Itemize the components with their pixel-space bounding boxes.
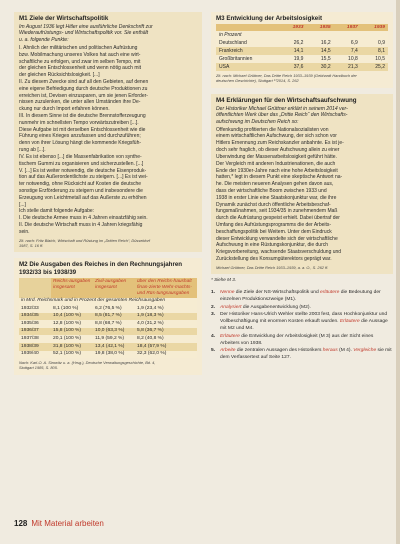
task-item: [211, 290, 393, 304]
m4-line: fungsmaßnahmen, seit 1934/35 in zunehmendem Maß: [216, 208, 338, 215]
task-operator: Erläutere: [220, 333, 240, 339]
m1-line: bzw. Mobilmachung unseres Volkes hat auch eine wirt-: [19, 51, 141, 58]
m2-table-row: [19, 328, 197, 336]
m4-line: Umfang des Aufrüstungsprogramms die der Arbeits-: [216, 222, 332, 229]
m4-line: beschaffungspolitik bei Weitem. Unter dem Eindruck: [216, 228, 332, 235]
m1-line: sonstige Erzförderung zu steigern und insbesondere die: [19, 187, 143, 194]
m1-line: Ich stelle damit folgende Aufgabe:: [19, 208, 95, 215]
task-operator: erläutere: [320, 290, 340, 296]
m3-unit: in Prozent: [216, 31, 388, 39]
m2-year-cell: 1937/38: [19, 335, 51, 343]
m2-value-cell: 8,1 (100 %): [51, 305, 93, 313]
m4-line: Überwindung der Massenarbeitslosigkeit geführt hätte.: [216, 153, 337, 160]
m2-value-cell: 1,9 (18,3 %): [135, 313, 197, 321]
task-list: [211, 290, 393, 362]
m4-line: dass der wirtschaftliche Boom zwischen 1933 und: [216, 187, 327, 194]
m3-value-cell: 25,2: [361, 63, 388, 71]
task-number: 1.: [211, 290, 216, 296]
m3-country-cell: Frankreich: [216, 47, 279, 55]
m4-line: einem wirtschaftlichen Aufschwung, der sich schon vor: [216, 133, 337, 140]
m2-value-cell: 8,2 (40,8 %): [135, 335, 197, 343]
m2-table-row: [19, 351, 197, 359]
m1-line: ter notwendig, ohne Rücksicht auf Kosten die deutsche: [19, 181, 142, 188]
task-number: 3.: [211, 312, 216, 318]
m4-line: he. Die meisten neueren Analysen gehen davon aus,: [216, 181, 334, 188]
m1-line: Diese Aufgabe ist mit derselben Entschlossenheit wie die: [19, 126, 146, 133]
m1-line: sein.: [19, 228, 30, 235]
m2-value-cell: 31,8 (100 %): [51, 343, 93, 351]
m2-year-cell: 1938/39: [19, 343, 51, 351]
m3-value-cell: 8,1: [361, 47, 388, 55]
m4-line: Hitlers Ernennung zum Reichskanzler anbahnte. Es ist je-: [216, 140, 344, 147]
m3-header-year: 1939: [361, 24, 388, 31]
m4-title: M4 Erklärungen für den Wirtschaftsaufschwung: [216, 96, 357, 104]
task-text-part: die Entwicklung der Arbeitslosigkeit (M 3) aus der Sicht eines Arbeiters von 1938.: [220, 333, 374, 346]
m2-table-row: [19, 320, 197, 328]
m1-line: der gleichen Rücksichtslosigkeit. [...]: [19, 72, 100, 79]
m2-table: [19, 278, 197, 358]
m2-value-cell: 15,8 (100 %): [51, 328, 93, 336]
m3-value-cell: 14,1: [279, 47, 306, 55]
m2-value-cell: 13,4 (42,1 %): [93, 343, 135, 351]
m3-value-cell: 7,4: [334, 47, 361, 55]
footer-title: Mit Material arbeiten: [31, 519, 104, 528]
task-text-part: die Aussage mit M2 und M4.: [220, 319, 388, 331]
m2-year-cell: 1935/36: [19, 320, 51, 328]
m1-line: II. Die deutsche Wirtschaft muss in 4 Jahren kriegsfähig: [19, 222, 143, 229]
m3-value-cell: 10,8: [334, 55, 361, 63]
page-number: 128: [14, 519, 28, 528]
m4-text: [216, 127, 388, 263]
m4-footnote: * Siehe M 3.: [211, 277, 237, 283]
m2-value-cell: 12,8 (100 %): [51, 320, 93, 328]
task-text: [220, 334, 393, 348]
m4-line: Kriegsvorbereitung, wachsende Staatsverschuldung und: [216, 249, 342, 256]
m2-header-total: Reichs-ausgaben insgesamt: [51, 278, 93, 298]
m1-line: denn von ihrer Lösung hängt die kommende Kriegsfüh-: [19, 140, 142, 147]
m3-country-cell: Großbritannien: [216, 55, 279, 63]
m3-value-cell: 0,9: [361, 39, 388, 47]
task-text-part: sie mit dem Verfassertext auf Seite 127.: [220, 348, 392, 361]
task-text-part: Der Historiker Hans-Ulrich Wehler stellte 2003 fest, dass Hochkonjunktur und Vollbeschäftigung mit enormen Kosten erkauft wurden.: [220, 312, 388, 325]
m1-line: tischem Gummi zu organisieren und sicherzustellen. [...]: [19, 160, 144, 167]
m3-value-cell: 26,2: [279, 39, 306, 47]
m2-value-cell: 11,9 (59,2 %): [93, 335, 135, 343]
task-text: [220, 348, 393, 362]
task-text: [220, 312, 393, 332]
page-edge: [396, 0, 400, 544]
m2-table-row: [19, 313, 197, 321]
m1-text: [19, 45, 197, 236]
m3-table-row: [216, 63, 388, 71]
m2-header-empty: [19, 278, 51, 298]
m3-value-cell: 14,5: [306, 47, 333, 55]
m3-table-row: [216, 39, 388, 47]
task-text: [220, 305, 393, 312]
m3-country-cell: Deutschland: [216, 39, 279, 47]
m2-value-cell: 8,5 (81,7 %): [93, 313, 135, 321]
m2-value-cell: 10,4 (100 %): [51, 313, 93, 321]
m4-line: durch die Aufrüstung gespeist erhielt. Dabei übertraf der: [216, 215, 340, 222]
m2-value-cell: 1,9 (23,4 %): [135, 305, 197, 313]
task-operator: Analysiert: [220, 304, 242, 310]
m1-line: I. Die deutsche Armee muss in 4 Jahren einsatzfähig sein.: [19, 215, 148, 222]
page-footer: [14, 519, 104, 528]
m2-header-civil: Zivil-ausgaben insgesamt: [93, 278, 135, 298]
m3-header-empty: [216, 24, 279, 31]
m3-country-cell: USA: [216, 63, 279, 71]
task-item: [211, 334, 393, 348]
m1-line: nunmehr im schnellsten Tempo vorwärtszutreiben [...].: [19, 119, 139, 126]
left-column: [14, 12, 202, 375]
m2-table-row: [19, 335, 197, 343]
m3-table-row: [216, 55, 388, 63]
m1-line: rung ab [...].: [19, 147, 46, 154]
m1-line: [...]: [19, 201, 26, 208]
m1-line: tion auf das Außerordentlichste zu steigern. [...] Es ist wei-: [19, 174, 148, 181]
m2-year-cell: 1939/40: [19, 351, 51, 359]
m3-value-cell: 30,2: [306, 63, 333, 71]
m3-table: [216, 24, 388, 71]
m2-value-cell: 6,2 (76,5 %): [93, 305, 135, 313]
task-text: [220, 290, 393, 304]
m4-line: doch sehr fraglich, ob dieser Aufschwung allein zu einer: [216, 147, 340, 154]
m1-line: der gleichen Entschlossenheit und wenn nötig auch mit: [19, 65, 142, 72]
task-operator: Vergleiche: [353, 348, 377, 354]
m2-citation: Nach: Karl-O. A. Sirowitz u. a. (Hrsg.), Deutsche Verwaltungsgeschichte, Bd. 4, Stuttgart 1985, S. 805.: [19, 360, 156, 371]
m3-title: M3 Entwicklung der Arbeitslosigkeit: [216, 15, 323, 22]
m2-value-cell: 5,8 (36,7 %): [135, 328, 197, 336]
m4-line: Der Vergleich mit anderen Industrienationen, die auch: [216, 160, 336, 167]
task-number: 4.: [211, 333, 216, 339]
task-operator: heraus: [322, 348, 338, 354]
m2-value-cell: 32,3 (62,0 %): [135, 351, 197, 359]
m1-intro: Im August 1936 legt Hitler eine ausführliche Denkschrift zur Wiederaufrüstungs- und Wirtschaftspolitik vor. Sie enthält u. a. folgende Punkte:: [19, 23, 153, 44]
m4-line: Ende der 1930er-Jahre nach eine hohe Arbeitslosigkeit: [216, 167, 338, 174]
m3-value-cell: 15,5: [306, 55, 333, 63]
m1-source-box: [14, 12, 202, 252]
m3-table-row: [216, 47, 388, 55]
m2-year-cell: 1936/37: [19, 328, 51, 336]
m1-title: M1 Ziele der Wirtschaftspolitik: [19, 15, 109, 22]
m3-value-cell: 21,3: [334, 63, 361, 71]
m3-value-cell: 16,2: [306, 39, 333, 47]
m4-source-box: [211, 94, 393, 274]
task-number: 5.: [211, 348, 216, 354]
m4-line: Aufschwung in eine Rüstungskonjunktur, die durch: [216, 242, 329, 249]
task-text-part: die Ausgabenentwicklung (M2).: [241, 304, 311, 310]
task-item: [211, 305, 393, 312]
m1-line: V. [...] Es ist weiter notwendig, die deutsche Eisenproduk-: [19, 167, 147, 174]
m1-citation: Zit. nach: Fritz Blaich, Wirtschaft und Rüstung im „Dritten Reich“, Düsseldorf 1987, S. 16 ff.: [19, 237, 150, 248]
m4-intro: Der Historiker Michael Grüttner erklärt in seinem 2014 ver- öffentlichten Werk über das „Dritte Reich“ den Wirtschafts- aufschwung im Deutschen Reich so:: [216, 105, 348, 125]
m2-year-cell: 1934/35: [19, 313, 51, 321]
m1-line: II. Zu diesem Zwecke sind auf all den Gebieten, auf denen: [19, 78, 149, 85]
m3-citation: Zit. nach: Michael Grüttner, Das Dritte Reich 1933–1939 (Gebhardt Handbuch der deutschen Geschichte), Stuttgart ¹⁰2014, S. 262: [216, 73, 357, 84]
m2-value-cell: 52,1 (100 %): [51, 351, 93, 359]
m1-line: schaftliche zu erfolgen, und zwar im selben Tempo, mit: [19, 58, 141, 65]
task-operator: Erläutere: [339, 319, 360, 325]
m2-header-military: über den Reichs-haushalt finan-zierte Wehr-machts- und Rüs-tungsausgaben: [135, 278, 197, 298]
m2-table-box: [14, 258, 202, 374]
m1-line: III. In diesem Sinne ist die deutsche Brennstofferzeugung: [19, 113, 146, 120]
task-item: [211, 348, 393, 362]
task-text-part: die Bedeutung der einzelnen Produktionszweige (M1).: [220, 290, 381, 302]
task-text-part: die Ziele der NS-Wirtschaftspolitik und: [234, 290, 321, 296]
m1-line: erreichen ist, Devisen einzusparen, um sie jenen Erforder-: [19, 92, 148, 99]
m3-header-year: 1937: [334, 24, 361, 31]
m2-value-cell: 19,8 (38,0 %): [93, 351, 135, 359]
m1-line: nissen zuzulenken, die unter allen Umständen ihre De-: [19, 99, 141, 106]
m2-title: M2 Die Ausgaben des Reiches in den Rechnungsjahren 1932/33 bis 1938/39: [19, 261, 183, 276]
m2-value-cell: 8,8 (68,7 %): [93, 320, 135, 328]
right-column: [211, 12, 393, 363]
m4-citation: Michael Grüttner, Das Dritte Reich 1933–1939, a. a. O., S. 262 ff.: [216, 264, 329, 270]
m2-value-cell: 20,1 (100 %): [51, 335, 93, 343]
task-operator: Arbeite: [220, 348, 236, 354]
task-text-part: (M 4).: [337, 348, 354, 354]
m2-value-cell: 10,0 (63,3 %): [93, 328, 135, 336]
m2-unit-note: in Mrd. Reichsmark und in Prozent der gesamten Reichsausgaben: [19, 298, 197, 306]
m3-value-cell: 10,5: [361, 55, 388, 63]
m2-value-cell: 18,4 (57,9 %): [135, 343, 197, 351]
m1-line: Erzeugung von Leichtmetall auf das Äußerste zu erhöhen: [19, 194, 147, 201]
m1-line: Führung eines Krieges anzufassen und durchzuführen;: [19, 133, 141, 140]
m2-year-cell: 1932/33: [19, 305, 51, 313]
m1-line: I. Ähnlich der militärischen und politischen Aufrüstung: [19, 44, 138, 51]
m2-value-cell: 4,0 (31,2 %): [135, 320, 197, 328]
m2-table-row: [19, 305, 197, 313]
m3-header-year: 1935: [306, 24, 333, 31]
m4-line: Offenkundig profitierten die Nationalsozialisten von: [216, 126, 329, 133]
m1-line: eine eigene Befriedigung durch deutsche Produktionen zu: [19, 85, 148, 92]
m4-line: hatten,* legt in diesem Punkt eine skeptische Antwort na-: [216, 174, 343, 181]
task-operator: Nenne: [220, 290, 235, 296]
m3-value-cell: 19,9: [279, 55, 306, 63]
task-item: [211, 312, 393, 332]
task-number: 2.: [211, 304, 216, 310]
m3-table-box: [211, 12, 393, 88]
task-text-part: die zentralen Aussagen des Historikers: [235, 348, 323, 354]
m4-line: dieser Entwicklung verwandelte sich der wirtschaftliche: [216, 235, 338, 242]
m1-line: IV. Es ist ebenso [...] die Massenfabrikation von synthe-: [19, 153, 142, 160]
m3-value-cell: 37,6: [279, 63, 306, 71]
m2-table-row: [19, 343, 197, 351]
m4-line: Dynamik zunächst durch öffentliche Arbeitsbeschaf-: [216, 201, 331, 208]
m4-line: 1938 in erster Linie eine Staatskonjunktur war, die ihre: [216, 194, 337, 201]
m3-header-year: 1933: [279, 24, 306, 31]
m4-line: Zurückstellung des Konsumgüterektors geprägt war.: [216, 256, 332, 263]
m3-value-cell: 6,9: [334, 39, 361, 47]
m1-line: ckung nur durch Import erfahren können.: [19, 106, 110, 113]
